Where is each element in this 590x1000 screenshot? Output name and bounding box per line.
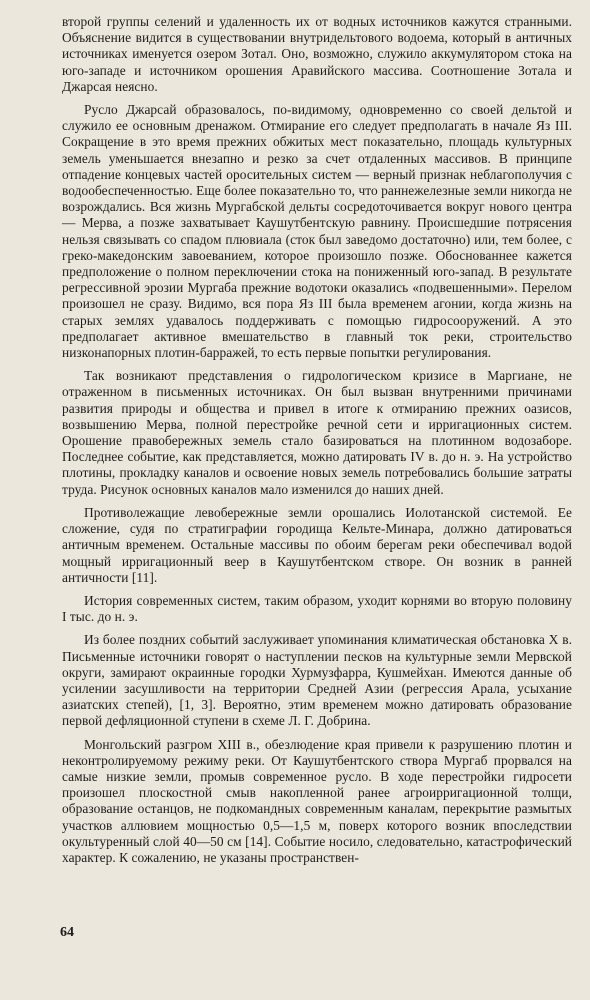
paragraph-2: Русло Джарсай образовалось, по-видимому, одновременно со своей дельтой и служило ее основным дренажом. Отмирание его следует предполагать в начале Яз III. Сокращение в это время прежних обжитых мест показательно, площадь культурных земель уменьшается внезапно и резко за счет отдаленных массивов. В принципе отпадение концевых частей оросительных систем — верный признак неблагополучия с водообеспеченностью. Еще более показательно то, что раннежелезные земли никогда не возрождались. Вся жизнь Мургабской дельты сосредоточивается вокруг нового центра — Мерва, а позже захватывает Каушутбентскую равнину. Происшедшие потрясения нельзя связывать со спадом плювиала (сток был заведомо достаточно) или, тем более, с греко-македонским завоеванием, которое произошло позже. Обоснованнее кажется предположение о полном переключении стока на пониженный юго-запад. В результате регрессивной эрозии Мургаба прежние водотоки оказались «подвешенными». Перелом произошел не сразу. Видимо, вся пора Яз III была временем агонии, когда жизнь на старых землях удавалось поддерживать с помощью гидросооружений. А это предполагает активное вмешательство в главный ток реки, строительство низконапорных плотин-барражей, то есть первые попытки регулирования. xyxy=(62,102,572,361)
paragraph-3: Так возникают представления о гидрологическом кризисе в Маргиане, не отраженном в письменных источниках. Он был вызван внутренними причинами развития природы и общества и привел в итоге к отмиранию прежних оазисов, возвышению Мерва, полной перестройке речной сети и ирригационных систем. Орошение правобережных земель стало базироваться на плотинном водозаборе. Последнее событие, как представляется, можно датировать IV в. до н. э. На устройство плотины, прокладку каналов и освоение новых земель потребовались большие затраты труда. Рисунок основных каналов мало изменился до наших дней. xyxy=(62,368,572,497)
paragraph-4: Противолежащие левобережные земли орошались Иолотанской системой. Ее сложение, судя по стратиграфии городища Кельте-Минара, должно датироваться античным временем. Остальные массивы по обоим берегам реки обеспечивал водой мощный ирригационный веер в Каушутбентском створе. Он возник в ранней античности [11]. xyxy=(62,504,572,585)
paragraph-1: второй группы селений и удаленность их от водных источников кажутся странными. Объяснение видится в существовании внутридельтового водоема, который в античных источниках именуется озером Зотал. Оно, возможно, служило аккумулятором стока на юго-западе и источником орошения Аравийского массива. Соотношение Зотала и Джарсая неясно. xyxy=(62,14,572,94)
paragraph-6: Из более поздних событий заслуживает упоминания климатическая обстановка X в. Письменные источники говорят о наступлении песков на культурные земли Мервской округи, замирают окраинные городки Хурмузфарра, Кушмейхан. Имеются данные об усилении засушливости на территории Средней Азии (регрессия Арала, усыхание азиатских степей), [1, 3]. Вероятно, этим временем можно датировать образование первой дефляционной ступени в схеме Л. Г. Добрина. xyxy=(62,632,572,729)
body-text xyxy=(62,14,572,873)
paragraph-5: История современных систем, таким образом, уходит корнями во вторую половину I тыс. до н. э. xyxy=(62,592,572,625)
page-number: 64 xyxy=(60,925,74,940)
paragraph-7: Монгольский разгром XIII в., обезлюдение края привели к разрушению плотин и неконтролируемому режиму реки. От Каушутбентского створа Мургаб прорвался на самые низкие земли, промыв современное русло. В ходе перестройки гидросети произошел плоскостной смыв накопленной ранее агроирригационной толщи, образование останцов, не подкомандных современным каналам, перекрытие размытых участков аллювием мощностью 0,5—1,5 м, поверх которого возник впоследствии окультуренный слой 40—50 см [14]. Событие носило, следовательно, катастрофический характер. К сожалению, не указаны пространствен- xyxy=(62,736,572,865)
